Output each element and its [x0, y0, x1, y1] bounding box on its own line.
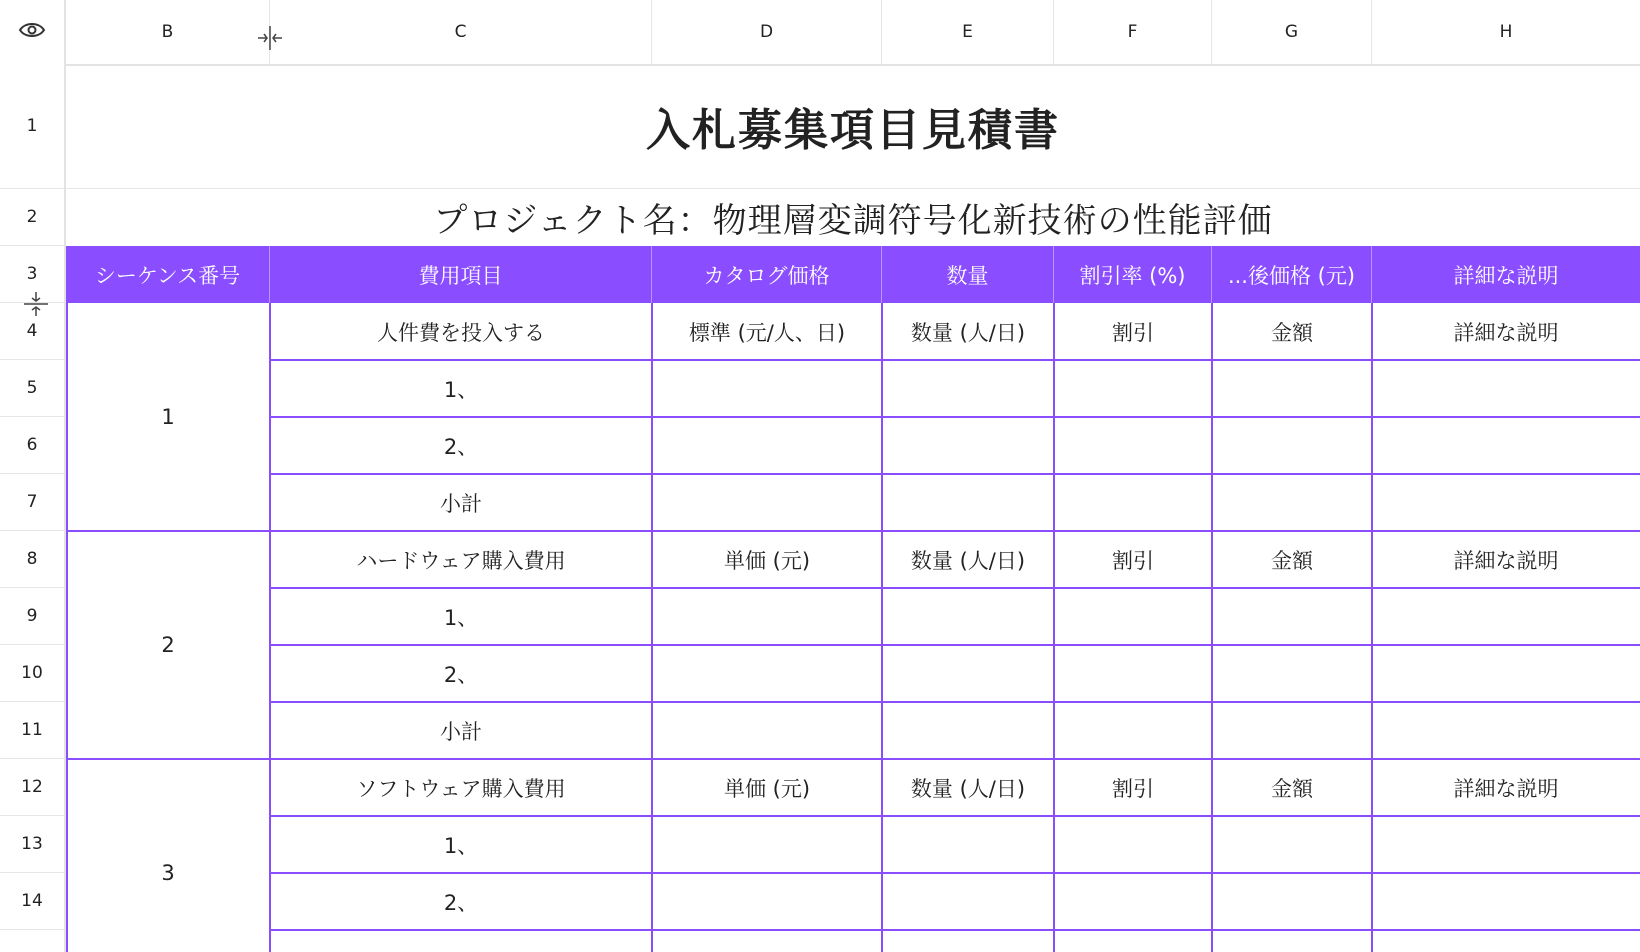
row-header-6[interactable]: 6 [0, 417, 64, 474]
discount-cell[interactable]: 割引 [1112, 548, 1154, 573]
row-header-13[interactable]: 13 [0, 816, 64, 873]
row-header-5[interactable]: 5 [0, 360, 64, 417]
row-header-4[interactable]: 4 [0, 303, 64, 360]
column-header-c[interactable]: C [270, 0, 652, 64]
price-cell[interactable]: 単価 (元) [723, 548, 811, 573]
cost-item-cell[interactable]: 2、 [443, 662, 479, 687]
quantity-cell[interactable]: 数量 (人/日) [910, 776, 1026, 801]
discount-cell[interactable]: 割引 [1112, 776, 1154, 801]
row-header-9[interactable]: 9 [0, 588, 64, 645]
description-cell[interactable]: 詳細な説明 [1453, 776, 1559, 801]
grid-line [270, 815, 1640, 817]
description-cell[interactable]: 詳細な説明 [1453, 320, 1559, 345]
header-quantity[interactable]: 数量 [882, 246, 1054, 303]
header-cost-item[interactable]: 費用項目 [270, 246, 652, 303]
grid-line [269, 303, 271, 952]
grid-line [270, 701, 1640, 703]
cost-item-cell[interactable]: 2、 [443, 890, 479, 915]
row-header-14[interactable]: 14 [0, 873, 64, 930]
row-header-1[interactable]: 1 [0, 64, 64, 189]
header-description[interactable]: 詳細な説明 [1372, 246, 1640, 303]
seq-cell-3[interactable]: 3 [161, 861, 175, 885]
seq-cell-2[interactable]: 2 [161, 633, 175, 657]
column-header-e[interactable]: E [882, 0, 1054, 64]
column-header-d[interactable]: D [652, 0, 882, 64]
sheet-grid [66, 64, 1640, 952]
grid-line [270, 587, 1640, 589]
grid-line [270, 644, 1640, 646]
amount-cell[interactable]: 金額 [1271, 548, 1313, 573]
grid-line [270, 929, 1640, 931]
header-seq-number[interactable]: シーケンス番号 [66, 246, 270, 303]
grid-line [270, 416, 1640, 418]
cost-item-cell[interactable]: 1、 [443, 377, 479, 402]
row-header-11[interactable]: 11 [0, 702, 64, 759]
header-discount-rate[interactable]: 割引率 (%) [1054, 246, 1212, 303]
discount-cell[interactable]: 割引 [1112, 320, 1154, 345]
header-catalog-price[interactable]: カタログ価格 [652, 246, 882, 303]
cost-item-cell[interactable]: ハードウェア購入費用 [356, 548, 566, 573]
seq-cell-1[interactable]: 1 [161, 405, 175, 429]
cost-item-cell[interactable]: 人件費を投入する [377, 320, 545, 345]
description-cell[interactable]: 詳細な説明 [1453, 548, 1559, 573]
row-header-12[interactable]: 12 [0, 759, 64, 816]
column-header-h[interactable]: H [1499, 22, 1513, 42]
amount-cell[interactable]: 金額 [1271, 776, 1313, 801]
cost-item-cell[interactable]: 1、 [443, 605, 479, 630]
grid-line [1371, 303, 1373, 952]
column-header-b[interactable]: B [66, 0, 270, 64]
eye-icon[interactable] [18, 20, 46, 44]
select-all-corner[interactable] [0, 0, 66, 64]
price-cell[interactable]: 標準 (元/人、日) [688, 320, 846, 345]
header-discounted-price[interactable]: ...後価格 (元) [1212, 246, 1372, 303]
quantity-cell[interactable]: 数量 (人/日) [910, 548, 1026, 573]
grid-line [270, 473, 1640, 475]
grid-line [1053, 303, 1055, 952]
sheet-title[interactable]: 入札募集項目見積書 [66, 64, 1640, 189]
cost-item-cell[interactable]: ソフトウェア購入費用 [356, 776, 566, 801]
grid-line [66, 303, 68, 952]
quantity-cell[interactable]: 数量 (人/日) [910, 320, 1026, 345]
row-header-2[interactable]: 2 [0, 189, 64, 246]
column-header-bar [0, 0, 1640, 66]
row-header-8[interactable]: 8 [0, 531, 64, 588]
grid-line [651, 303, 653, 952]
column-header-f[interactable]: F [1054, 0, 1212, 64]
column-resize-icon[interactable] [255, 24, 285, 52]
subtotal-cell[interactable]: 小計 [440, 491, 482, 516]
grid-line [881, 303, 883, 952]
cost-item-cell[interactable]: 1、 [443, 833, 479, 858]
grid-line [66, 530, 1640, 532]
grid-line [270, 872, 1640, 874]
grid-line [1211, 303, 1213, 952]
row-header-3[interactable]: 3 [0, 246, 64, 303]
cost-item-cell[interactable]: 2、 [443, 434, 479, 459]
grid-line [66, 758, 1640, 760]
column-header-g[interactable]: G [1212, 0, 1372, 64]
price-cell[interactable]: 単価 (元) [723, 776, 811, 801]
amount-cell[interactable]: 金額 [1271, 320, 1313, 345]
row-header-column [0, 64, 66, 952]
row-header-10[interactable]: 10 [0, 645, 64, 702]
project-name[interactable]: プロジェクト名：物理層変調符号化新技術の性能評価 [433, 201, 1273, 241]
grid-line [270, 359, 1640, 361]
row-resize-icon[interactable] [22, 289, 50, 319]
row-header-7[interactable]: 7 [0, 474, 64, 531]
subtotal-cell[interactable]: 小計 [440, 719, 482, 744]
